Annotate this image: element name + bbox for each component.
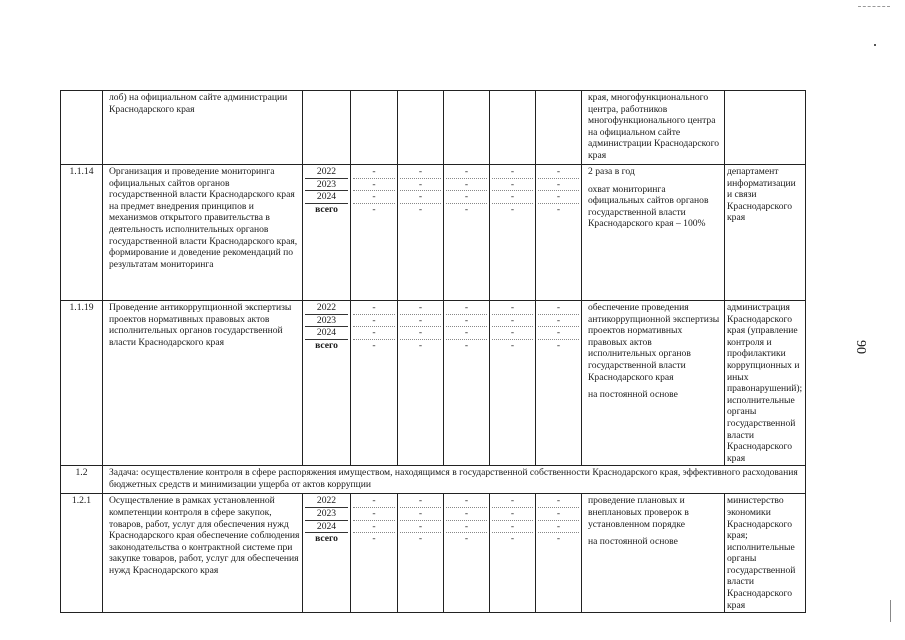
year-label: 2022	[305, 495, 348, 508]
executor: департамент информатизации и связи Краснодарского края	[725, 165, 806, 301]
years-cell	[303, 165, 351, 301]
scan-edge-mark	[890, 600, 891, 622]
measure-name: Организация и проведение мониторинга официальных сайтов органов государственной власти Краснодарского края на предмет внедрения принципов и механизмов открытого правительства в деятельность исполнительных органов государственной власти Краснодарского края, формирование и доведение рекомендаций по результатам мониторинга	[103, 165, 303, 301]
value-cell: - - - -	[536, 165, 582, 301]
year-label: 2023	[305, 508, 348, 521]
result-frequency: 2 раза в год	[588, 166, 635, 177]
table-row	[61, 165, 806, 301]
scan-mark	[858, 6, 890, 7]
value-cell: - - - -	[490, 494, 536, 613]
measure-result	[582, 494, 725, 613]
value-cell: - - - -	[351, 301, 398, 466]
measure-name: Осуществление в рамках установленной компетенции контроля в сфере закупок, товаров, работ, услуг для обеспечения нужд Краснодарского края обеспечение соблюдения законодательства о контрактной системе при закупке товаров, работ, услуг для обеспечения нужд Краснодарского края	[103, 494, 303, 613]
value-cell: - - - -	[444, 165, 490, 301]
year-label: 2022	[305, 166, 348, 179]
executor: администрация Краснодарского края (управление контроля и профилактики коррупционных и иных правонарушений); исполнительные органы государственной власти Краснодарского края	[725, 301, 806, 466]
result-description: обеспечение проведения антикоррупционной экспертизы проектов нормативных правовых актов исполнительных органов государственной власти Краснодарского края	[588, 302, 720, 383]
year-label: 2022	[305, 302, 348, 315]
year-label: 2024	[305, 327, 348, 340]
table-row	[61, 301, 806, 466]
value-cell: - - - -	[351, 165, 398, 301]
value-cell: - - - -	[351, 494, 398, 613]
years-cell	[303, 494, 351, 613]
table-row-continuation	[61, 91, 806, 165]
program-table	[60, 90, 806, 613]
value-cell: - - - -	[444, 301, 490, 466]
value-cell: - - - -	[490, 165, 536, 301]
result-frequency: на постоянной основе	[588, 389, 678, 401]
measure-result: края, многофункционального центра, работников многофункционального центра на официальном сайте администрации Краснодарского края	[582, 91, 725, 165]
year-label: 2023	[305, 179, 348, 192]
measure-result	[582, 301, 725, 466]
row-number: 1.2	[61, 466, 103, 494]
task-text: Задача: осуществление контроля в сфере распоряжения имуществом, находящимся в государственной собственности Краснодарского края, эффективного расходования бюджетных средств и минимизации ущерба от актов коррупции	[103, 466, 806, 494]
page-number: 90	[853, 340, 868, 354]
measure-result	[582, 165, 725, 301]
scan-dot	[874, 44, 876, 46]
year-label: 2023	[305, 315, 348, 328]
year-total-label: всего	[315, 339, 338, 351]
row-number: 1.1.19	[61, 301, 103, 466]
row-number: 1.1.14	[61, 165, 103, 301]
value-cell: - - - -	[398, 165, 444, 301]
year-total-label: всего	[315, 533, 338, 545]
result-description: проведение плановых и внеплановых проверок в установленном порядке	[588, 495, 689, 530]
table-row	[61, 494, 806, 613]
value-cell: - - - -	[398, 494, 444, 613]
value-cell: - - - -	[398, 301, 444, 466]
measure-name: лоб) на официальном сайте администрации Краснодарского края	[103, 91, 303, 165]
task-row	[61, 466, 806, 494]
year-label: 2024	[305, 191, 348, 204]
year-total-label: всего	[315, 203, 338, 215]
value-cell: - - - -	[536, 301, 582, 466]
row-number: 1.2.1	[61, 494, 103, 613]
years-cell	[303, 301, 351, 466]
executor: министерство экономики Краснодарского края; исполнительные органы государственной власти Краснодарского края	[725, 494, 806, 613]
result-description: охват мониторинга официальных сайтов органов государственной власти Краснодарского края – 100%	[588, 183, 709, 230]
value-cell: - - - -	[536, 494, 582, 613]
value-cell: - - - -	[444, 494, 490, 613]
year-label: 2024	[305, 521, 348, 534]
measure-name: Проведение антикоррупционной экспертизы проектов нормативных правовых актов исполнительных органов государственной власти Краснодарского края	[103, 301, 303, 466]
result-frequency: на постоянной основе	[588, 536, 678, 548]
value-cell: - - - -	[490, 301, 536, 466]
